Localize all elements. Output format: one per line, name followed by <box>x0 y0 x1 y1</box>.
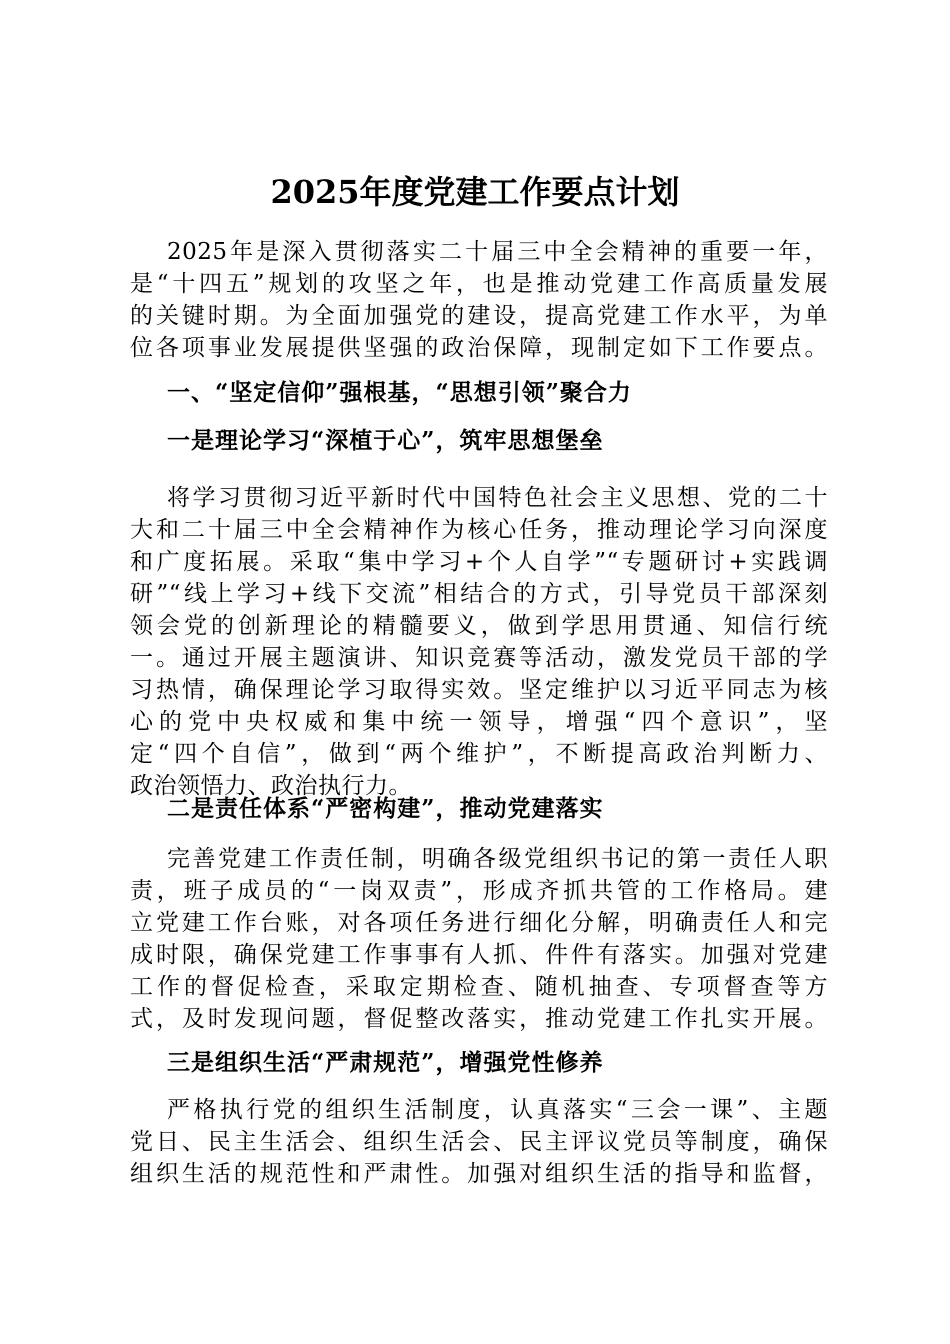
section-heading: 一、“坚定信仰”强根基，“思想引领”聚合力 <box>167 379 632 406</box>
paragraph-line: 工作的督促检查，采取定期检查、随机抽查、专项督查等方 <box>130 974 828 1000</box>
paragraph-line: 组织生活的规范性和严肃性。加强对组织生活的指导和监督， <box>130 1161 828 1187</box>
paragraph-line: 责，班子成员的“一岗双责”，形成齐抓共管的工作格局。建 <box>130 878 828 904</box>
paragraph-line: 心的党中央权威和集中统一领导，增强“四个意识”，坚 <box>130 709 828 735</box>
paragraph-line: 严格执行党的组织生活制度，认真落实“三会一课”、主题 <box>167 1097 828 1123</box>
sub-heading: 三是组织生活“严肃规范”，增强党性修养 <box>167 1049 604 1076</box>
paragraph-line: 和广度拓展。采取“集中学习+个人自学”“专题研讨+实践调 <box>130 549 828 575</box>
sub-heading: 二是责任体系“严密构建”，推动党建落实 <box>167 795 604 822</box>
paragraph-line: 一。通过开展主题演讲、知识竞赛等活动，激发党员干部的学 <box>130 645 828 671</box>
paragraph-line: 将学习贯彻习近平新时代中国特色社会主义思想、党的二十 <box>167 485 828 511</box>
paragraph-line: 领会党的创新理论的精髓要义，做到学思用贯通、知信行统 <box>130 613 828 639</box>
paragraph-line: 式，及时发现问题，督促整改落实，推动党建工作扎实开展。 <box>130 1006 828 1032</box>
intro-line: 2025年是深入贯彻落实二十届三中全会精神的重要一年， <box>167 239 828 265</box>
paragraph-line: 成时限，确保党建工作事事有人抓、件件有落实。加强对党建 <box>130 942 828 968</box>
intro-line: 位各项事业发展提供坚强的政治保障，现制定如下工作要点。 <box>130 335 828 361</box>
paragraph-line: 立党建工作台账，对各项任务进行细化分解，明确责任人和完 <box>130 910 828 936</box>
paragraph-line: 习热情，确保理论学习取得实效。坚定维护以习近平同志为核 <box>130 677 828 703</box>
paragraph-line: 党日、民主生活会、组织生活会、民主评议党员等制度，确保 <box>130 1129 828 1155</box>
paragraph-line: 大和二十届三中全会精神作为核心任务，推动理论学习向深度 <box>130 517 828 543</box>
paragraph-line: 定“四个自信”，做到“两个维护”，不断提高政治判断力、 <box>130 741 828 767</box>
paragraph-line: 研”“线上学习+线下交流”相结合的方式，引导党员干部深刻 <box>130 581 828 607</box>
intro-line: 是“十四五”规划的攻坚之年，也是推动党建工作高质量发展 <box>130 271 828 297</box>
paragraph-line: 政治领悟力、政治执行力。 <box>130 773 412 799</box>
document-title: 2025年度党建工作要点计划 <box>270 173 680 211</box>
sub-heading: 一是理论学习“深植于心”，筑牢思想堡垒 <box>167 427 604 454</box>
paragraph-line: 完善党建工作责任制，明确各级党组织书记的第一责任人职 <box>167 846 828 872</box>
intro-line: 的关键时期。为全面加强党的建设，提高党建工作水平，为单 <box>130 303 828 329</box>
